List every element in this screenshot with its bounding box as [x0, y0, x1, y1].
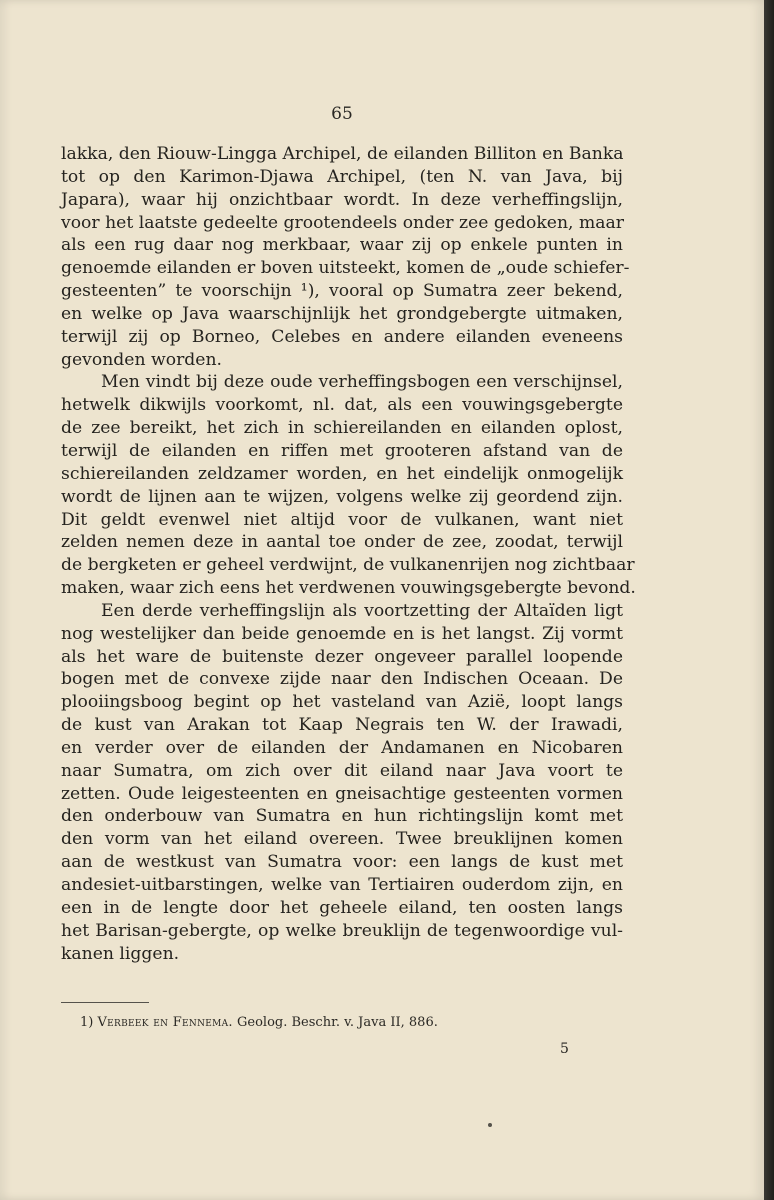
text-line: voor het laatste gedeelte grootendeels onder zee gedoken, maar: [61, 212, 624, 233]
text-line: gesteenten” te voorschijn ¹), vooral op Sumatra zeer bekend,: [61, 281, 623, 302]
text-line: genoemde eilanden er boven uitsteekt, komen de „oude schiefer-: [61, 258, 630, 279]
text-line: als het ware de buitenste dezer ongeveer parallel loopende: [61, 646, 623, 667]
text-line: den vorm van het eiland overeen. Twee breuklijnen komen: [61, 829, 623, 850]
text-line: een in de lengte door het geheele eiland, ten oosten langs: [61, 897, 623, 918]
text-line: kanen liggen.: [61, 943, 180, 964]
text-line: wordt de lijnen aan te wijzen, volgens welke zij geordend zijn.: [61, 486, 623, 507]
text-line: andesiet-uitbarstingen, welke van Tertiairen ouderdom zijn, en: [61, 875, 623, 895]
text-line: zelden nemen deze in aantal toe onder de zee, zoodat, terwijl: [61, 532, 623, 553]
footnote-citation: Geolog. Beschr. v. Java II, 886.: [237, 1015, 438, 1030]
text-line: zetten. Oude leigesteenten en gneisachtige gesteenten vormen: [61, 783, 623, 804]
text-line: bogen met de convexe zijde naar den Indischen Oceaan. De: [61, 669, 623, 690]
page-edge: [764, 0, 774, 1200]
paragraph-3: [61, 600, 623, 966]
paragraph-1: [61, 143, 630, 371]
text-line: plooiingsboog begint op het vasteland van Azië, loopt langs: [61, 692, 623, 713]
text-line: de kust van Arakan tot Kaap Negrais ten W. der Irawadi,: [61, 715, 623, 736]
text-line: als een rug daar nog merkbaar, waar zij op enkele punten in: [61, 235, 623, 256]
signature-mark: 5: [560, 1041, 569, 1057]
text-line: Dit geldt evenwel niet altijd voor de vulkanen, want niet: [61, 509, 623, 530]
text-line: de bergketen er geheel verdwijnt, de vulkanenrijen nog zichtbaar: [61, 555, 635, 576]
ink-speck: [488, 1123, 492, 1127]
text-line: het Barisan-gebergte, op welke breuklijn de tegenwoordige vul-: [61, 920, 623, 941]
body-text: [61, 143, 636, 965]
paragraph-2: [61, 371, 636, 599]
text-line: aan de westkust van Sumatra voor: een langs de kust met: [61, 852, 623, 873]
text-line: Japara), waar hij onzichtbaar wordt. In deze verheffingslijn,: [61, 189, 623, 210]
text-line: gevonden worden.: [61, 349, 222, 370]
text-line: terwijl de eilanden en riffen met grooteren afstand van de: [61, 440, 623, 461]
text-line: de zee bereikt, het zich in schiereilanden en eilanden oplost,: [61, 418, 623, 439]
footnote: [80, 1015, 438, 1030]
text-line: Men vindt bij deze oude verheffingsbogen een verschijnsel,: [101, 372, 623, 393]
text-line: terwijl zij op Borneo, Celebes en andere eilanden eveneens: [61, 326, 623, 347]
text-line: en verder over de eilanden der Andamanen en Nicobaren: [61, 737, 623, 758]
text-line: den onderbouw van Sumatra en hun richtingslijn komt met: [61, 806, 623, 827]
text-line: nog westelijker dan beide genoemde en is het langst. Zij vormt: [61, 623, 623, 644]
text-line: tot op den Karimon-Djawa Archipel, (ten N. van Java, bij: [61, 166, 623, 187]
text-line: hetwelk dikwijls voorkomt, nl. dat, als een vouwingsgebergte: [61, 395, 623, 416]
text-line: maken, waar zich eens het verdwenen vouwingsgebergte bevond.: [61, 578, 636, 599]
text-line: lakka, den Riouw-Lingga Archipel, de eilanden Billiton en Banka: [61, 144, 624, 164]
text-line: naar Sumatra, om zich over dit eiland naar Java voort te: [61, 760, 623, 781]
text-line: Een derde verheffingslijn als voortzetting der Altaïden ligt: [101, 600, 623, 621]
text-line: schiereilanden zeldzamer worden, en het eindelijk onmogelijk: [61, 463, 623, 484]
page-number: 65: [331, 104, 353, 124]
footnote-marker: 1): [80, 1015, 94, 1030]
footnote-authors: Verbeek en Fennema.: [97, 1015, 233, 1030]
footnote-rule: [61, 1002, 149, 1003]
text-line: en welke op Java waarschijnlijk het grondgebergte uitmaken,: [61, 303, 623, 324]
